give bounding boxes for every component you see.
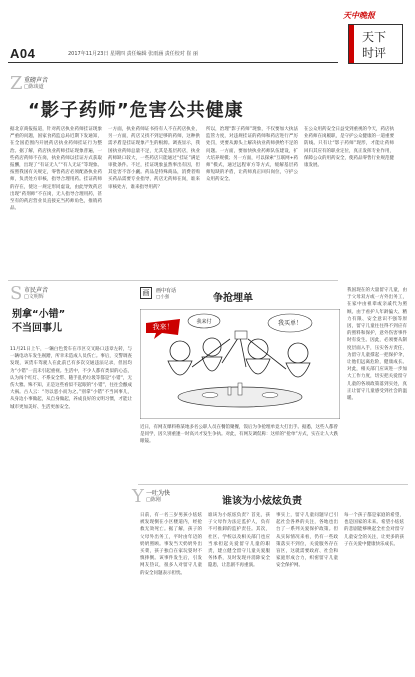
cartoon-speech-2: 我买单！ bbox=[277, 320, 303, 327]
article1-column: 一方面，执业药师证书持有人不在药店执业，另一方面，药店又找不到足够的药师，这种供需矛盾是挂证现象产生的根源。调查显示，我国执业药师总量不足，尤其是基层药店，执业药师缺口较大，一些药店只能通过“挂证”满足审批条件。不过，挂证现象虽然事出有因，但其危害不容小觑。药品是特殊商品，消费者购买药品需要专业指导，药店无药师在岗，谁来审核处方，谁来指导用药？ bbox=[108, 127, 200, 190]
section-divider bbox=[8, 280, 338, 281]
article1-body bbox=[10, 126, 400, 274]
article1-column: 在公众用药安全日益受到重视的今天，药店执业药师在岗履职，是守护公众健康的一道重要防线。只有让“影子药师”现形，才能让药师回归其应有的职业定位，真正发挥专业作用，保障公众的用药安全，使药品零售行业规范健康发展。 bbox=[304, 127, 394, 169]
article3-column: 每一个孩子都是家庭的希望，也是国家的未来。希望小炫炫的悲剧能够唤起全社会对留守儿童安全的关注，让更多的孩子在关爱中健康快乐成长。 bbox=[344, 513, 404, 547]
cartoon-speech-1: 我来！ bbox=[152, 323, 174, 331]
section-label-line1: 天下 bbox=[362, 30, 387, 44]
article3-headline: 谁该为小炫炫负责 bbox=[222, 496, 302, 507]
cartoon-series-name: 画中有话 bbox=[156, 288, 177, 294]
cartoon-section bbox=[140, 287, 340, 455]
cartoon-header bbox=[140, 287, 340, 305]
article2-headline-line1: 别拿“小错” bbox=[12, 309, 66, 320]
section-label-line2: 时评 bbox=[362, 46, 387, 60]
section-accent-bar bbox=[349, 25, 354, 63]
article1-kicker-author: □陈谈道 bbox=[24, 84, 44, 90]
article3-kicker-title: 一吐为快 bbox=[146, 490, 171, 497]
article3-kicker-author: □陈刚 bbox=[146, 497, 161, 503]
article3-column: 事实上，留守儿童问题早已引起社会各界的关注，各地也出台了一系列关爱保护政策。但从实际情况来看，仍有一些政策落实不到位，关爱服务存在盲区，这就需要政府、社会和家庭形成合力，织密留守儿童安全保护网。 bbox=[276, 513, 338, 569]
section-label bbox=[348, 24, 403, 64]
newspaper-logo: 天中晚报 bbox=[343, 10, 375, 20]
article1-kicker bbox=[10, 75, 160, 93]
article1-kicker-title: 重磅声音 bbox=[24, 77, 49, 84]
cartoon-author: □小强 bbox=[156, 295, 170, 300]
article2-kicker-author: □文明辉 bbox=[24, 294, 44, 300]
page-header bbox=[8, 8, 408, 70]
article2-kicker bbox=[10, 285, 130, 303]
cartoon-speech-3: 我来付 bbox=[196, 319, 212, 325]
article2-headline bbox=[12, 308, 122, 336]
kicker-initial-s: S bbox=[10, 283, 23, 304]
right-column-body: 我国现在的大量留守儿童，由于父母双方或一方外出务工，在家中由祖辈或亲戚代为照顾。由于看护人年龄偏大、精力有限、安全意识不强等原因，留守儿童往往得不到应有的照料和保护，意外伤害事件时有发生。因此，必须要从制度层面入手，压实各方责任，为留守儿童撑起一把保护伞，让他们远离危险，健康成长。对此，相关部门应该进一步加大工作力度，切实把关爱留守儿童的各项政策落到实处，真正让留守儿童感受到社会的温暖。 bbox=[347, 288, 407, 402]
article1-headline: “影子药师”危害公共健康 bbox=[28, 100, 244, 121]
cartoon-caption: 近日，有网友爆料称某地多名公职人员在餐馆聚餐，饭后为争抢埋单竟大打出手。据悉，这些人都曾是同学，因久别重逢一时高兴才发生争执。对此，有网友调侃称：这样的“抢单”方式，实在让人大跌眼镜。 bbox=[140, 425, 339, 444]
cartoon-illustration bbox=[140, 309, 340, 419]
article3-body bbox=[140, 512, 408, 670]
article1-column: 所以，治理“影子药师”现象，不仅要加大执法监管力度，对违规挂证的药师和药店进行严厉处罚，更要从源头上解决执业药师供给不足的问题。一方面，要加快执业药师队伍建设，扩大培养规模；另一方面，可以探索“互联网+药师”模式，通过远程审方等方式，缓解基层药师短缺的矛盾，让药师真正回归岗位，守护公众用药安全。 bbox=[206, 127, 298, 183]
article3-column: 日前，有一名三岁男孩小炫炫被发现倒在小区楼道内，经抢救无效死亡。据了解，孩子的父母外出务工，平时由年迈的奶奶照顾。事发当天奶奶外出买菜，孩子独自在家玩耍时不慎摔倒。该事件发生后，引发网友热议，很多人对留守儿童的安全问题表示担忧。 bbox=[140, 513, 202, 576]
article2-kicker-title: 市民声音 bbox=[24, 287, 49, 294]
kicker-initial-y: Y bbox=[132, 486, 144, 507]
cartoon-title: 争抢埋单 bbox=[213, 293, 253, 304]
kicker-initial-z: Z bbox=[10, 73, 23, 94]
page-meta: 2017年11月23日 星期四 责任编辑 张雨涵 责任校对 崔 丽 bbox=[68, 51, 198, 57]
article1-column: 据北京商报报道，针对药店执业药师挂证现象严重的问题，国家食药监总局近期下发通知，在全国范围内开展药店执业药师挂证行为整治。据了解，药店执业药师挂证现象普遍，一些药店药师不在岗，执业药师以挂证方式获取报酬，出现了“有证无人”“有人无证”等现象。按照我国有关规定，零售药店必须配备执业药师，负责处方审核，指导合理用药。挂证药师的存在，使这一规定形同虚设，由此导致药店出现“药剂师”不在岗，无人指导合理用药，甚至有的药店营业员直接充当药师角色，推销药品。 bbox=[10, 127, 102, 212]
section-divider bbox=[138, 484, 408, 485]
header-rule bbox=[8, 62, 338, 63]
article3-column: 谁该为小炫炫负责？首先，孩子父母作为法定监护人，负有不可推卸的监护责任。其次，社区、学校以及相关部门也应当承担起关爱留守儿童的职责，建立健全留守儿童关爱服务体系，及时发现并消除安全隐患，让悲剧不再重演。 bbox=[208, 513, 270, 569]
page-number: A04 bbox=[10, 46, 36, 61]
article2-body: 11月21日上午，一辆白色货车在市区交叉路口违章左转，与一辆电动车发生剐蹭，所幸未造成人员伤亡。事后，交警调查发现，该货车驾驶人在此前已有多次交通违法记录，但因均为“小错”一直未引起重视。生活中，不少人都有类似的心态，认为闯个红灯、不系安全带、随手乱扔垃圾等都是“小错”，无伤大雅。殊不知，正是这些看似不起眼的“小错”，往往会酿成大祸。古人云：“勿以恶小而为之。”别拿“小错”不当回事儿，从身边小事做起，从自身做起，养成良好的文明习惯，才能让城市更加美好、生活更加安全。 bbox=[10, 347, 132, 410]
article2-headline-line2: 不当回事儿 bbox=[12, 323, 62, 334]
cartoon-label-badge: 画 bbox=[140, 287, 152, 299]
